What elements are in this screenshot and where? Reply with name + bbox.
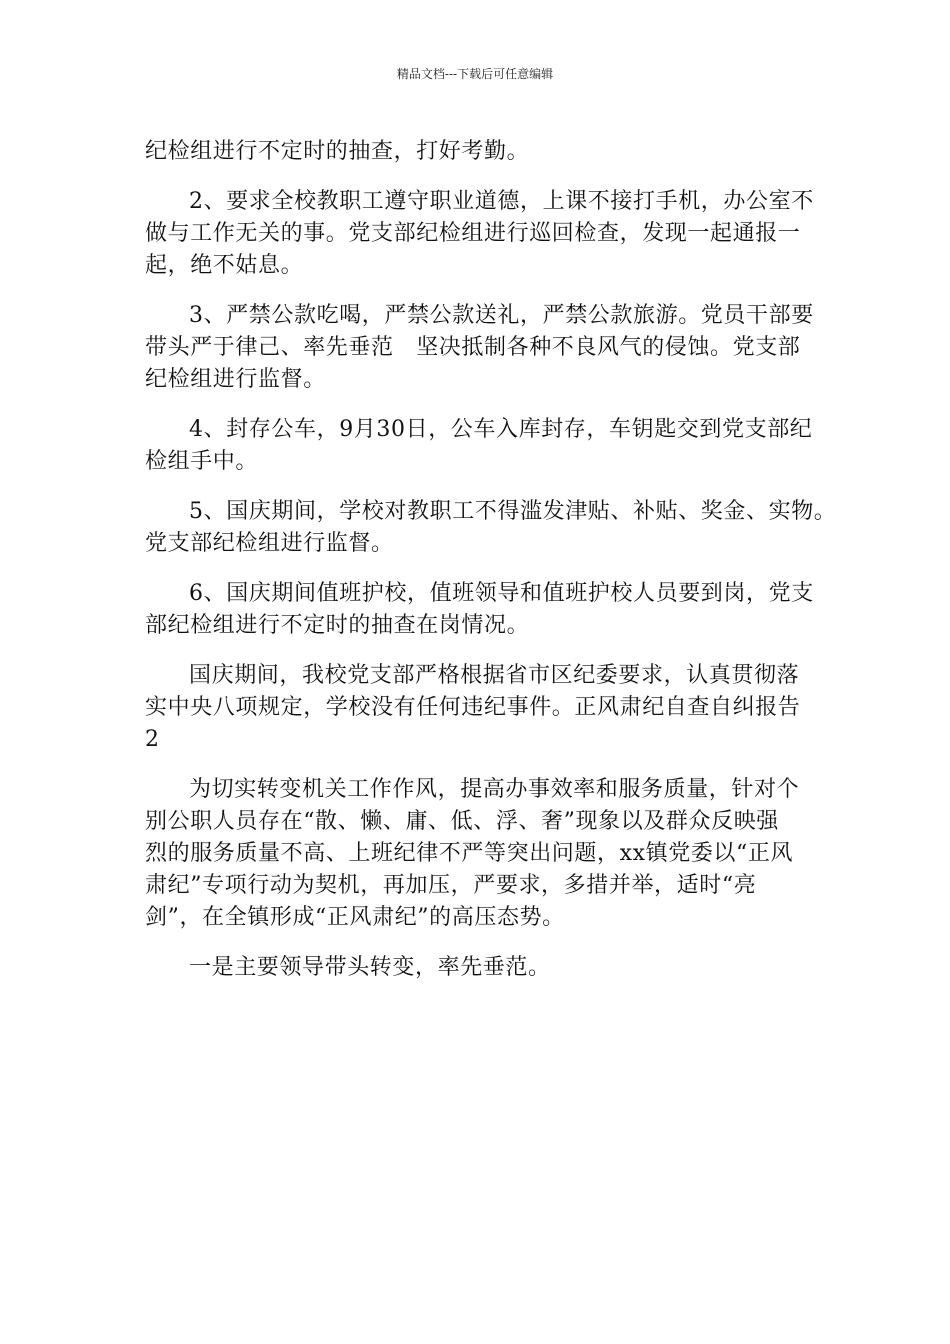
text-line: 部纪检组进行不定时的抽查在岗情况。 xyxy=(145,613,530,638)
text-line: 实中央八项规定，学校没有任何违纪事件。正风肃纪自查自纠报告 xyxy=(145,695,801,720)
text-line: 4、封存公车，9月30日，公车入库封存，车钥匙交到党支部纪 xyxy=(189,417,813,442)
text-line: 别公职人员存在“散、懒、庸、低、浮、奢”现象以及群众反映强 xyxy=(145,809,779,834)
text-line: 一是主要领导带头转变，率先垂范。 xyxy=(189,955,551,980)
text-line: 为切实转变机关工作作风，提高办事效率和服务质量，针对个 xyxy=(189,777,800,802)
text-line: 2、要求全校教职工遵守职业道德，上课不接打手机，办公室不 xyxy=(189,189,814,214)
text-line: 起，绝不姑息。 xyxy=(145,253,304,278)
text-line: 烈的服务质量不高、上班纪律不严等突出问题，xx镇党委以“正风 xyxy=(145,841,794,866)
document-body xyxy=(145,136,837,984)
text-line: 带头严于律己、率先垂范 坚决抵制各种不良风气的侵蚀。党支部 xyxy=(145,335,801,360)
text-line: 6、国庆期间值班护校，值班领导和值班护校人员要到岗，党支 xyxy=(189,581,814,606)
text-line: 做与工作无关的事。党支部纪检组进行巡回检查，发现一起通报一 xyxy=(145,221,801,246)
page-header: 精品文档---下载后可任意编辑 xyxy=(396,67,554,81)
text-line: 检组手中。 xyxy=(145,449,259,474)
text-line: 纪检组进行监督。 xyxy=(145,367,326,392)
text-line: 党支部纪检组进行监督。 xyxy=(145,531,394,556)
text-line: 3、严禁公款吃喝，严禁公款送礼，严禁公款旅游。党员干部要 xyxy=(189,303,814,328)
text-line: 纪检组进行不定时的抽查，打好考勤。 xyxy=(145,139,530,164)
text-line: 国庆期间，我校党支部严格根据省市区纪委要求，认真贯彻落 xyxy=(189,663,800,688)
text-line: 肃纪”专项行动为契机，再加压，严要求，多措并举，适时“亮 xyxy=(145,873,757,898)
text-line: 2 xyxy=(145,727,160,752)
text-line: 5、国庆期间，学校对教职工不得滥发津贴、补贴、奖金、实物。 xyxy=(189,499,837,524)
text-line: 剑”，在全镇形成“正风肃纪”的高压态势。 xyxy=(145,905,565,930)
